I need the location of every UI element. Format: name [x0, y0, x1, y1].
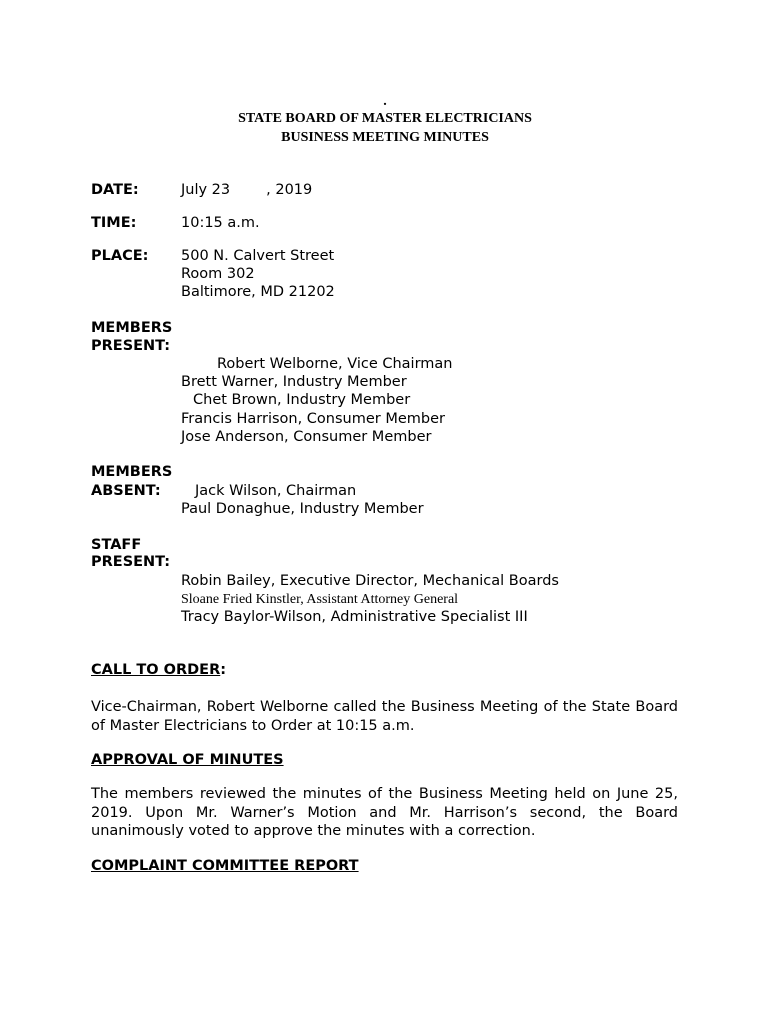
staff-member: Sloane Fried Kinstler, Assistant Attorney General: [181, 592, 459, 607]
complaint-heading: COMPLAINT COMMITTEE REPORT: [91, 858, 359, 874]
date-year: , 2019: [266, 182, 313, 198]
date-label: DATE:: [91, 182, 139, 198]
member-absent: Jack Wilson, Chairman: [195, 483, 357, 499]
approval-text: The members reviewed the minutes of the Business Meeting held on June 25, 2019. Upon Mr. Warner’s Motion and Mr. Harrison’s second, the Board unanimously voted to approve the minutes with a correction.: [91, 786, 678, 839]
call-to-order-text: Vice-Chairman, Robert Welborne called the Business Meeting of the State Board of Master Electricians to Order at 10:15 a.m.: [91, 699, 678, 734]
header-dot: .: [383, 94, 387, 109]
members-absent-label: MEMBERS: [91, 464, 173, 480]
member-present: Chet Brown, Industry Member: [193, 392, 411, 408]
document-subtitle: BUSINESS MEETING MINUTES: [281, 130, 489, 145]
date-value: [181, 181, 312, 199]
member-present: Brett Warner, Industry Member: [181, 374, 407, 390]
members-absent-label: ABSENT:: [91, 483, 161, 499]
members-present-label: MEMBERS: [91, 320, 173, 336]
date-day: July 23: [181, 182, 231, 198]
staff-present-label: PRESENT:: [91, 554, 171, 570]
member-present: Jose Anderson, Consumer Member: [181, 429, 432, 445]
staff-member: Robin Bailey, Executive Director, Mechanical Boards: [181, 573, 559, 589]
time-label: TIME:: [91, 215, 137, 231]
approval-heading: APPROVAL OF MINUTES: [91, 752, 284, 768]
members-present-label: PRESENT:: [91, 338, 171, 354]
member-absent: Paul Donaghue, Industry Member: [181, 501, 424, 517]
staff-member: Tracy Baylor-Wilson, Administrative Specialist III: [181, 609, 528, 625]
member-present: Robert Welborne, Vice Chairman: [217, 356, 453, 372]
document-title: STATE BOARD OF MASTER ELECTRICIANS: [238, 111, 532, 126]
place-line: 500 N. Calvert Street: [181, 248, 335, 264]
time-value: 10:15 a.m.: [181, 215, 260, 231]
place-line: Room 302: [181, 266, 255, 282]
heading-colon: :: [220, 662, 227, 678]
place-line: Baltimore, MD 21202: [181, 284, 335, 300]
call-to-order-heading-text: CALL TO ORDER: [91, 662, 221, 678]
staff-present-label: STAFF: [91, 537, 142, 553]
place-label: PLACE:: [91, 248, 149, 264]
member-present: Francis Harrison, Consumer Member: [181, 411, 445, 427]
call-to-order-heading: [91, 662, 226, 678]
